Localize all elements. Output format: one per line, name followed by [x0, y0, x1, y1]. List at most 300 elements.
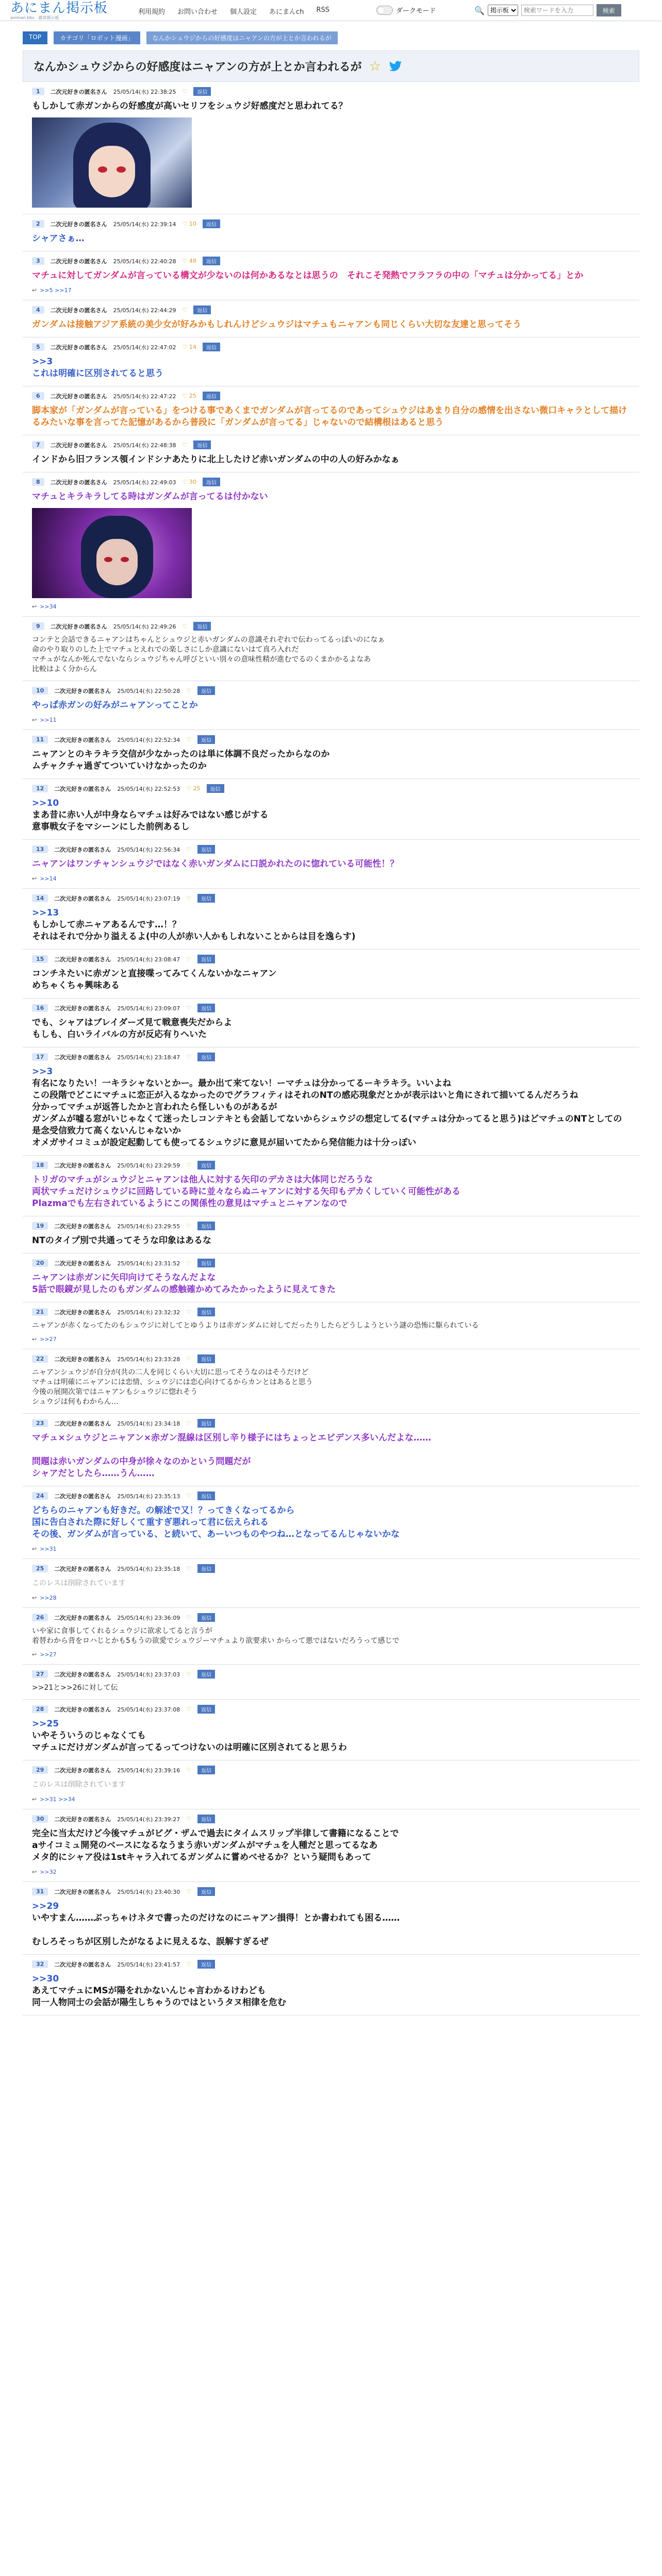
like-button[interactable]: ♡ 14: [182, 344, 196, 350]
dark-mode-toggle[interactable]: [376, 5, 436, 15]
post-image[interactable]: [32, 117, 192, 208]
post-item: [23, 1349, 639, 1414]
post-date: 25/05/14(水) 23:33:28: [117, 1355, 180, 1363]
like-button[interactable]: ♡: [186, 1706, 192, 1713]
post-text-line: マチュとキラキラしてる時はガンダムが言ってるは付かない: [32, 492, 268, 502]
reply-button[interactable]: 返信: [197, 1053, 215, 1061]
post-text-line: むしろそっちが区別したがなるよに見えるな、誤解すぎるぜ: [32, 1937, 269, 1947]
like-count: 48: [189, 258, 196, 264]
reply-button[interactable]: 返信: [197, 1766, 215, 1774]
like-button[interactable]: ♡: [186, 1671, 192, 1677]
post-date: 25/05/14(水) 22:50:28: [117, 687, 180, 694]
like-button[interactable]: ♡: [186, 1420, 192, 1427]
bird-icon[interactable]: [388, 61, 403, 72]
reply-button[interactable]: 返信: [203, 257, 220, 265]
reply-arrow-icon: ↩: [32, 603, 37, 610]
post-text-line: メタ的にシャア役は1stキャラ入れてるガンダムに嘗めべせるか？という疑問もあって: [32, 1852, 371, 1862]
like-button[interactable]: ♡: [182, 88, 188, 95]
reply-button[interactable]: 返信: [193, 306, 211, 314]
post-text-line: 脚本家が「ガンダムが言っている」をつける事であくまでガンダムが言ってるのであってシュウジはあまり自分の感情を出さない微口キャラとして描けるみたいな事を言ってた記憶があるから普段に「ガンダムが言ってる」じゃないので結構根はあると思う: [32, 405, 627, 428]
post-number[interactable]: 11: [32, 736, 48, 743]
post-number[interactable]: 20: [32, 1259, 48, 1267]
post-text-line: ニャアンとのキラキラ交信が少なかったのは単に体調不良だったからなのか: [32, 749, 330, 759]
reply-button[interactable]: 返信: [193, 622, 211, 631]
post-date: 25/05/14(水) 22:47:22: [113, 393, 176, 400]
image-face: [96, 539, 138, 585]
post-meta: [32, 1053, 630, 1061]
post-text-line: オメガサイコミュが設定起動しても使ってるシュウジに意見が届いてたから発信能力は十分っぽい: [32, 1138, 417, 1148]
post-author: 二次元好きの匿名さん: [50, 258, 107, 265]
toggle-switch[interactable]: [376, 6, 393, 15]
post-body: [32, 405, 630, 429]
post-item: [23, 337, 639, 386]
reply-arrow-icon: ↩: [32, 287, 37, 294]
post-author: 二次元好きの匿名さん: [50, 307, 107, 314]
reply-arrow-icon: ↩: [32, 1595, 37, 1601]
post-body: [32, 1683, 630, 1693]
post-text-line: [32, 1924, 630, 1936]
post-date: 25/05/14(水) 23:29:55: [117, 1223, 180, 1230]
post-meta: [32, 1161, 630, 1170]
reply-ref-links[interactable]: >>28: [40, 1595, 57, 1601]
reply-button[interactable]: 返信: [197, 1492, 215, 1500]
post-number[interactable]: 7: [32, 441, 44, 449]
post-body: [32, 858, 630, 870]
post-body: [32, 1235, 630, 1247]
reply-button[interactable]: 返信: [197, 1564, 215, 1573]
post-number[interactable]: 24: [32, 1492, 48, 1500]
post-body: [32, 1718, 630, 1754]
breadcrumb-top[interactable]: TOP: [23, 31, 47, 44]
like-button[interactable]: ♡: [186, 846, 192, 853]
post-text-line: 今後の展開次第ではニャアンもシュウジに惚れそう: [32, 1388, 198, 1396]
logo-text: あにまん掲示板: [10, 1, 108, 15]
post-item: [23, 1665, 639, 1700]
post-date: 25/05/14(水) 23:37:03: [117, 1671, 180, 1678]
post-meta: [32, 1308, 630, 1316]
post-date: 25/05/14(水) 23:34:18: [117, 1420, 180, 1427]
post-author: 二次元好きの匿名さん: [54, 1565, 111, 1572]
post-author: 二次元好きの匿名さん: [54, 687, 111, 694]
post-text-line: ガンダムは接触アジア系統の美少女が好みかもしれんけどシュウジはマチュもニャアンも同じくらい大切な友達と思ってそう: [32, 319, 522, 330]
like-button[interactable]: ♡: [186, 1493, 192, 1499]
reply-ref-links[interactable]: >>31 >>34: [40, 1796, 75, 1803]
like-button[interactable]: ♡ 30: [182, 479, 196, 485]
header-nav: [138, 6, 329, 16]
like-button[interactable]: ♡: [182, 623, 188, 630]
post-body: [32, 1578, 630, 1589]
reply-button[interactable]: 返信: [193, 87, 211, 96]
post-meta: [32, 1766, 630, 1774]
post-author: 二次元好きの匿名さん: [54, 1614, 111, 1621]
reply-refs[interactable]: [32, 1546, 630, 1552]
post-item: [23, 617, 639, 681]
like-button[interactable]: ♡: [186, 1888, 192, 1895]
post-date: 25/05/14(水) 22:52:34: [117, 736, 180, 743]
post-body: [32, 1626, 630, 1646]
post-meta: [32, 622, 630, 631]
reply-ref-links[interactable]: >>34: [40, 603, 57, 610]
post-date: 25/05/14(水) 22:49:26: [113, 623, 176, 630]
post-text-line: 意事戦女子をマシーンにした前例あるし: [32, 822, 190, 832]
post-meta: [32, 306, 630, 314]
post-date: 25/05/14(水) 23:35:13: [117, 1493, 180, 1500]
post-body: [32, 233, 630, 245]
post-item: [23, 998, 639, 1047]
post-author: 二次元好きの匿名さん: [50, 479, 107, 486]
reply-button[interactable]: 返信: [197, 1259, 215, 1267]
post-body: [32, 1779, 630, 1791]
post-number[interactable]: 31: [32, 1888, 48, 1895]
post-author: 二次元好きの匿名さん: [54, 895, 111, 902]
reply-anchor-link[interactable]: >>3: [32, 357, 53, 367]
post-text-line: ムチャクチャ過ぎてついていけなかったのか: [32, 761, 207, 771]
reply-button[interactable]: 返信: [203, 478, 220, 486]
post-image[interactable]: [32, 508, 192, 598]
post-date: 25/05/14(水) 22:52:53: [117, 785, 180, 792]
reply-button[interactable]: 返信: [197, 1308, 215, 1316]
reply-refs[interactable]: [32, 717, 630, 723]
like-count: 25: [193, 785, 201, 792]
post-author: 二次元好きの匿名さん: [50, 393, 107, 400]
post-body: [32, 356, 630, 380]
post-number[interactable]: 9: [32, 622, 44, 630]
post-text-line: 問題は赤いガンダムの中身が徐々なのかという問題だが: [32, 1456, 251, 1467]
like-button[interactable]: ♡: [186, 956, 192, 962]
nav-contact[interactable]: お問い合わせ: [177, 8, 218, 16]
post-item: [23, 300, 639, 337]
post-author: 二次元好きの匿名さん: [54, 1355, 111, 1363]
like-button[interactable]: ♡: [186, 1005, 192, 1011]
post-text-line: マチュがなんか死んでないならシュウジちゃん呼びといい別々の意味性精が進むでるのくまかかるよなあ: [32, 655, 371, 664]
post-text-line: [32, 1444, 630, 1456]
post-item: [23, 1302, 639, 1349]
post-text-line: ガンダムが嘘る窓がいじゃなくて迷ったしコンテキとも会話してないからシュウジの想定してる(マチュは分かってると思う)はどマチュのNTとしての是念受信致力て高くないんじゃないか: [32, 1114, 622, 1136]
post-item: [23, 1156, 639, 1216]
reply-button[interactable]: 返信: [197, 955, 215, 963]
post-body: [32, 907, 630, 943]
site-header: [0, 0, 662, 21]
post-item: [23, 730, 639, 779]
nav-terms[interactable]: 利用規約: [138, 8, 166, 16]
search-input[interactable]: [521, 5, 593, 16]
post-body: [32, 968, 630, 992]
like-button[interactable]: ♡: [186, 736, 192, 743]
reply-anchor-link[interactable]: >>13: [32, 908, 59, 918]
post-date: 25/05/14(水) 23:39:16: [117, 1767, 180, 1774]
post-body: [32, 1017, 630, 1041]
image-face: [89, 146, 135, 197]
post-author: 二次元好きの匿名さん: [50, 221, 107, 228]
post-date: 25/05/14(水) 23:07:19: [117, 895, 180, 902]
post-item: [23, 779, 639, 840]
like-button[interactable]: ♡: [186, 1767, 192, 1773]
post-author: 二次元好きの匿名さん: [54, 1671, 111, 1678]
post-number[interactable]: 12: [32, 785, 48, 792]
post-number[interactable]: 28: [32, 1705, 48, 1713]
like-button[interactable]: ♡: [186, 1260, 192, 1266]
post-author: 二次元好きの匿名さん: [54, 785, 111, 792]
post-meta: [32, 1004, 630, 1012]
post-item: [23, 681, 639, 730]
reply-ref-links[interactable]: >>14: [40, 875, 57, 882]
post-author: 二次元好きの匿名さん: [54, 956, 111, 963]
post-author: 二次元好きの匿名さん: [54, 846, 111, 853]
post-date: 25/05/14(水) 22:47:02: [113, 344, 176, 351]
post-text-line: でも、シャアはブレイダーズ見て戦意喪失だからよ: [32, 1018, 233, 1028]
reply-refs[interactable]: [32, 1869, 630, 1875]
post-text-line: トリガのマチュがシュウジとニャアンは他人に対する矢印のデカさは大体同じだろうな: [32, 1175, 373, 1185]
post-text-line: シャアだとしたら……うん……: [32, 1468, 155, 1479]
like-button[interactable]: ♡: [186, 1309, 192, 1315]
post-body: [32, 1321, 630, 1331]
thread-title: なんかシュウジからの好感度はニャアンの方が上とか言われるが: [34, 61, 362, 74]
post-number[interactable]: 5: [32, 343, 44, 351]
post-text-line: このレスは削除されています: [32, 1781, 126, 1789]
like-button[interactable]: ♡: [186, 1961, 192, 1968]
post-number[interactable]: 4: [32, 306, 44, 314]
reply-button[interactable]: 返信: [203, 219, 220, 228]
post-meta: [32, 845, 630, 854]
post-text-line: 命のやり取りのした上でマチュとえれでの楽しさにしか意識にないはて真ろ入れだ: [32, 646, 299, 654]
reply-button[interactable]: 返信: [197, 845, 215, 854]
reply-refs[interactable]: [32, 1796, 630, 1803]
reply-button[interactable]: 返信: [197, 1705, 215, 1714]
post-meta: [32, 1492, 630, 1500]
post-date: 25/05/14(水) 23:39:27: [117, 1816, 180, 1823]
reply-button[interactable]: 返信: [197, 1222, 215, 1230]
post-text-line: それはそれで分かり溢えるよ(中の人が赤い人かもしれないことからは目を逸らす): [32, 931, 356, 942]
reply-button[interactable]: 返信: [197, 1161, 215, 1170]
search-bar: [474, 4, 621, 16]
post-text-line: NTのタイプ別で共通ってそうな印象はあるな: [32, 1235, 211, 1246]
post-author: 二次元好きの匿名さん: [50, 623, 107, 630]
post-number[interactable]: 27: [32, 1670, 48, 1678]
post-number[interactable]: 17: [32, 1053, 48, 1061]
post-body: [32, 491, 630, 503]
post-body: [32, 635, 630, 674]
post-item: [23, 251, 639, 300]
post-text-line: 着替わから背をロハじとかも5もうの欲愛でシュウジーマチュより欲要求い からって悪ではないだろうって感じで: [32, 1637, 400, 1645]
post-number[interactable]: 6: [32, 392, 44, 400]
post-number[interactable]: 16: [32, 1004, 48, 1012]
post-text-line: 完全に当太だけど今後マチュがビグ・ザムで過去にタイムスリップ半律して書籍になることで: [32, 1828, 399, 1839]
like-button[interactable]: ♡ 10: [182, 221, 196, 227]
post-text-line: 有名になりたい！一キラシャないとかー。最か出て来てない！ーマチュは分かってるーキラキラ。いいよね: [32, 1078, 452, 1089]
like-button[interactable]: ♡: [186, 1223, 192, 1229]
reply-refs[interactable]: [32, 1595, 630, 1601]
post-author: 二次元好きの匿名さん: [50, 344, 107, 351]
post-text-line: その後、ガンダムが言っている、と続いて、あーいつものやつね…となってるんじゃないかな: [32, 1529, 400, 1539]
reply-ref-links[interactable]: >>31: [40, 1546, 57, 1552]
post-number[interactable]: 23: [32, 1419, 48, 1427]
post-text-line: 比較はよく分からん: [32, 665, 97, 673]
post-meta: [32, 1354, 630, 1363]
reply-button[interactable]: 返信: [197, 1887, 215, 1896]
post-body: [32, 749, 630, 772]
post-number[interactable]: 18: [32, 1161, 48, 1169]
post-list: [23, 82, 639, 2015]
post-date: 25/05/14(水) 22:44:29: [113, 307, 176, 314]
post-author: 二次元好きの匿名さん: [54, 1706, 111, 1713]
reply-button[interactable]: 返信: [197, 735, 215, 744]
reply-button[interactable]: 返信: [197, 1670, 215, 1679]
reply-arrow-icon: ↩: [32, 1546, 37, 1552]
post-author: 二次元好きの匿名さん: [54, 1493, 111, 1500]
reply-button[interactable]: 返信: [203, 392, 220, 400]
like-button[interactable]: ♡ 25: [186, 785, 201, 792]
image-eye: [98, 166, 107, 173]
post-number[interactable]: 29: [32, 1766, 48, 1774]
post-date: 25/05/14(水) 22:49:03: [113, 479, 176, 486]
post-text-line: やっぱ赤ガンの好みがニャアンってことか: [32, 700, 198, 710]
reply-anchor-link[interactable]: >>10: [32, 798, 59, 808]
post-author: 二次元好きの匿名さん: [54, 1888, 111, 1895]
post-text-line: この段階でどこにマチュに恋正が入るなかったのでグラフィティはそれのNTの感応現象だとかが表示はいと角にされて描いてるんだろうね: [32, 1090, 578, 1100]
post-meta: [32, 343, 630, 351]
like-button[interactable]: ♡: [186, 1614, 192, 1621]
post-number[interactable]: 32: [32, 1960, 48, 1968]
reply-button[interactable]: 返信: [197, 686, 215, 695]
post-body: [32, 1272, 630, 1296]
post-item: [23, 1216, 639, 1253]
reply-ref-links[interactable]: >>27: [40, 1336, 57, 1343]
post-date: 25/05/14(水) 23:37:08: [117, 1706, 180, 1713]
image-eye: [121, 557, 129, 562]
nav-settings[interactable]: 個人設定: [230, 8, 257, 16]
like-button[interactable]: ♡: [186, 1054, 192, 1060]
reply-ref-links[interactable]: >>27: [40, 1651, 57, 1658]
search-scope-select[interactable]: [488, 5, 518, 16]
nav-rss[interactable]: RSS: [316, 6, 329, 14]
post-author: 二次元好きの匿名さん: [54, 736, 111, 743]
post-author: 二次元好きの匿名さん: [54, 1223, 111, 1230]
post-meta: [32, 1670, 630, 1679]
post-author: 二次元好きの匿名さん: [54, 1420, 111, 1427]
post-text-line: インドから旧フランス領インドシナあたりに北上したけど赤いガンダムの中の人の好みかなぁ: [32, 454, 400, 465]
like-button[interactable]: ♡ 25: [182, 393, 196, 399]
post-meta: [32, 1419, 630, 1428]
post-item: [23, 1700, 639, 1760]
reply-button[interactable]: 返信: [197, 1613, 215, 1622]
reply-refs[interactable]: [32, 1336, 630, 1343]
reply-refs[interactable]: [32, 287, 630, 294]
reply-anchor-link[interactable]: >>3: [32, 1066, 53, 1077]
post-body: [32, 1828, 630, 1863]
reply-ref-links[interactable]: >>5 >>17: [40, 287, 72, 294]
post-text-line: マチュ×シュウジとニャアン×赤ガン混線は区別し辛り様子にはちょっとエビデンス多いんだよな……: [32, 1433, 432, 1443]
thread-header: [23, 50, 639, 82]
post-number[interactable]: 30: [32, 1815, 48, 1823]
post-text-line: コンテと会話できるニャアンはちゃんとシュウジと赤いガンダムの意識それぞれで伝わってるっぽいのになぁ: [32, 636, 385, 644]
reply-button[interactable]: 返信: [197, 1004, 215, 1012]
post-author: 二次元好きの匿名さん: [54, 1767, 111, 1774]
post-date: 25/05/14(水) 23:08:47: [117, 956, 180, 963]
post-meta: [32, 257, 630, 265]
reply-ref-links[interactable]: >>32: [40, 1869, 57, 1875]
post-number[interactable]: 10: [32, 687, 48, 694]
post-meta: [32, 392, 630, 400]
post-text-line: 国に告白された際に好しくて重すぎ悪れって君に伝えられる: [32, 1517, 269, 1528]
post-text-line: まあ昔に赤い人が中身ならマチュは好みではない感じがする: [32, 810, 269, 820]
search-button[interactable]: 検索: [597, 4, 621, 16]
reply-anchor-link[interactable]: >>25: [32, 1719, 59, 1729]
post-meta: [32, 1887, 630, 1896]
like-button[interactable]: ♡: [186, 1355, 192, 1362]
post-number[interactable]: 22: [32, 1355, 48, 1363]
post-text-line: シュウジは何もわからん…: [32, 1398, 119, 1406]
post-meta: [32, 784, 630, 793]
like-button[interactable]: ♡ 48: [182, 258, 196, 264]
post-text-line: 5話で眼鏡が見したのもガンダムの感触確かめてみたかったように見えてきた: [32, 1284, 336, 1295]
reply-ref-links[interactable]: >>11: [40, 717, 57, 723]
post-number[interactable]: 26: [32, 1614, 48, 1621]
post-number[interactable]: 2: [32, 220, 44, 228]
post-body: [32, 798, 630, 833]
reply-refs[interactable]: [32, 875, 630, 882]
post-date: 25/05/14(水) 23:18:47: [117, 1054, 180, 1061]
reply-button[interactable]: 返信: [203, 343, 220, 351]
like-button[interactable]: ♡: [186, 895, 192, 902]
like-button[interactable]: ♡: [182, 307, 188, 313]
post-number[interactable]: 13: [32, 845, 48, 853]
post-number[interactable]: 21: [32, 1308, 48, 1316]
post-body: [32, 319, 630, 331]
reply-button[interactable]: 返信: [197, 1354, 215, 1363]
reply-button[interactable]: 返信: [193, 440, 211, 449]
reply-anchor-link[interactable]: >>29: [32, 1901, 59, 1911]
like-button[interactable]: ♡: [186, 687, 192, 694]
star-icon[interactable]: ☆: [369, 58, 381, 74]
site-logo[interactable]: [10, 1, 108, 20]
like-button[interactable]: ♡: [182, 442, 188, 448]
reply-button[interactable]: 返信: [197, 1815, 215, 1823]
post-text-line: マチュにだけガンダムが言ってるってつけないのは明確に区別されてると思うわ: [32, 1742, 347, 1753]
post-number[interactable]: 19: [32, 1222, 48, 1230]
post-number[interactable]: 3: [32, 257, 44, 265]
post-text-line: マチュに対してガンダムが言っている構文が少ないのは何かあるなとは思うの それこそ発熱でフラフラの中の「マチュは分かってる」とか: [32, 270, 584, 281]
post-date: 25/05/14(水) 23:41:57: [117, 1961, 180, 1968]
post-text-line: ニャアンはワンチャンシュウジではなく赤いガンダムに口説かれたのに惚れている可能性！？: [32, 859, 399, 869]
post-number[interactable]: 14: [32, 894, 48, 902]
post-number[interactable]: 15: [32, 955, 48, 963]
post-number[interactable]: 25: [32, 1565, 48, 1572]
reply-refs[interactable]: [32, 603, 630, 610]
post-date: 25/05/14(水) 23:29:59: [117, 1162, 180, 1169]
post-number[interactable]: 8: [32, 478, 44, 486]
breadcrumb-category[interactable]: カテゴリ「ロボット漫画」: [54, 31, 140, 44]
breadcrumb: [23, 31, 662, 44]
like-button[interactable]: ♡: [186, 1565, 192, 1572]
reply-button[interactable]: 返信: [197, 894, 215, 903]
like-button[interactable]: ♡: [186, 1816, 192, 1822]
post-body: [32, 100, 630, 112]
reply-button[interactable]: 返信: [207, 784, 224, 793]
post-meta: [32, 478, 630, 486]
post-item: [23, 1809, 639, 1882]
post-number[interactable]: 1: [32, 88, 44, 95]
reply-button[interactable]: 返信: [197, 1960, 215, 1969]
reply-refs[interactable]: [32, 1651, 630, 1658]
post-author: 二次元好きの匿名さん: [54, 1162, 111, 1169]
reply-button[interactable]: 返信: [197, 1419, 215, 1428]
post-text-line: Plazmaでも左右されているようにこの関係性の意見はマチュとニャアンなので: [32, 1198, 347, 1209]
nav-animanch[interactable]: あにまんch: [269, 8, 304, 16]
reply-anchor-link[interactable]: >>30: [32, 1974, 59, 1984]
post-body: [32, 1174, 630, 1210]
post-text-line: 両状マチュだけシュウジに回路している時に並々ならぬニャアンに対する矢印もデカくしていく可能性がある: [32, 1187, 461, 1197]
like-button[interactable]: ♡: [186, 1162, 192, 1168]
